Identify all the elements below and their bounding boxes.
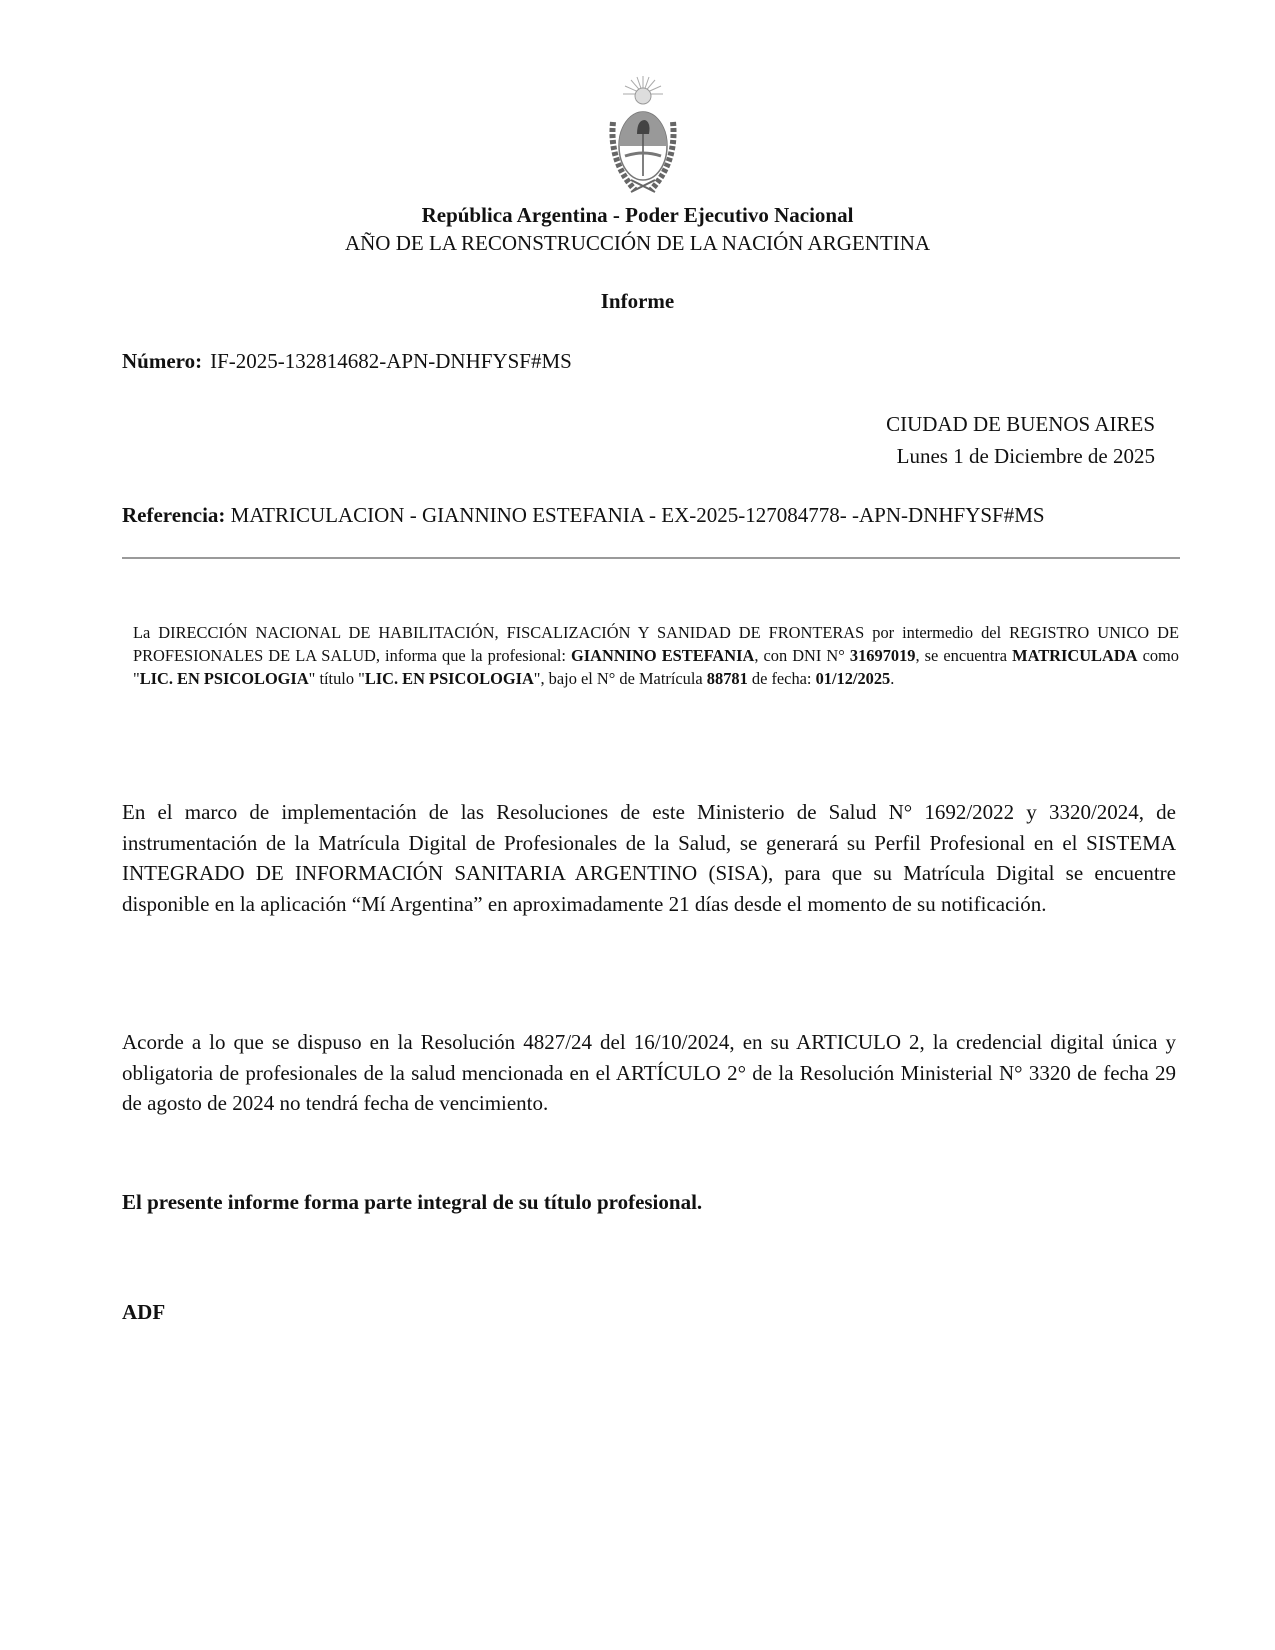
dni-number: 31697019 bbox=[849, 646, 916, 665]
statement-text: , se encuentra bbox=[915, 646, 1013, 665]
city: CIUDAD DE BUENOS AIRES bbox=[886, 412, 1155, 436]
signer-initials: ADF bbox=[122, 1300, 166, 1324]
document-number bbox=[122, 349, 572, 374]
year-motto: AÑO DE LA RECONSTRUCCIÓN DE LA NACIÓN ARGENTINA bbox=[344, 231, 931, 255]
divider bbox=[122, 557, 1180, 559]
registration-status: MATRICULADA bbox=[1012, 646, 1138, 665]
document-date: Lunes 1 de Diciembre de 2025 bbox=[896, 444, 1155, 468]
closing-statement: El presente informe forma parte integral de su título profesional. bbox=[122, 1190, 703, 1214]
statement-text: . bbox=[890, 669, 895, 688]
profession: LIC. EN PSICOLOGIA bbox=[139, 669, 309, 688]
statement-text: de fecha: bbox=[747, 669, 816, 688]
statement-text: como " bbox=[133, 646, 1179, 688]
degree-title: LIC. EN PSICOLOGIA bbox=[364, 669, 534, 688]
document-type: Informe bbox=[600, 289, 675, 313]
statement-text: " título " bbox=[308, 669, 365, 688]
document-number-label: Número: bbox=[122, 349, 203, 373]
paragraph-credential-validity: Acorde a lo que se dispuso en la Resolución 4827/24 del 16/10/2024, en su ARTICULO 2, la credencial digital única y obligatoria de profesionales de la salud mencionada en el ARTÍCULO 2° de la Resolución Ministerial N° 3320 de fecha 29 de agosto de 2024 no tendrá fecha de vencimiento. bbox=[122, 1030, 1176, 1115]
reference-label: Referencia: bbox=[122, 503, 226, 527]
government-header: República Argentina - Poder Ejecutivo Nacional bbox=[421, 203, 854, 227]
license-number: 88781 bbox=[706, 669, 748, 688]
professional-name: GIANNINO ESTEFANIA bbox=[571, 646, 755, 665]
license-date: 01/12/2025 bbox=[815, 669, 891, 688]
paragraph-digital-license: En el marco de implementación de las Resoluciones de este Ministerio de Salud N° 1692/2022 y 3320/2024, de instrumentación de la Matrícula Digital de Profesionales de la Salud, se generará su Perfil Profesional en el SISTEMA INTEGRADO DE INFORMACIÓN SANITARIA ARGENTINO (SISA), para que su Matrícula Digital se encuentre disponible en la aplicación “Mí Argentina” en aproximadamente 21 días desde el momento de su notificación. bbox=[122, 800, 1176, 916]
coat-of-arms-icon bbox=[605, 72, 681, 202]
statement-text: , con DNI N° bbox=[754, 646, 850, 665]
document-number-value: IF-2025-132814682-APN-DNHFYSF#MS bbox=[210, 349, 572, 373]
reference bbox=[122, 503, 1045, 528]
reference-value: MATRICULACION - GIANNINO ESTEFANIA - EX-2025-127084778- -APN-DNHFYSF#MS bbox=[230, 503, 1045, 527]
registration-statement bbox=[133, 621, 1179, 690]
statement-text: ", bajo el N° de Matrícula bbox=[533, 669, 707, 688]
statement-text: La DIRECCIÓN NACIONAL DE HABILITACIÓN, FISCALIZACIÓN Y SANIDAD DE FRONTERAS por intermedio del REGISTRO UNICO DE PROFESIONALES DE LA SALUD, informa que la profesional: bbox=[133, 623, 1179, 665]
